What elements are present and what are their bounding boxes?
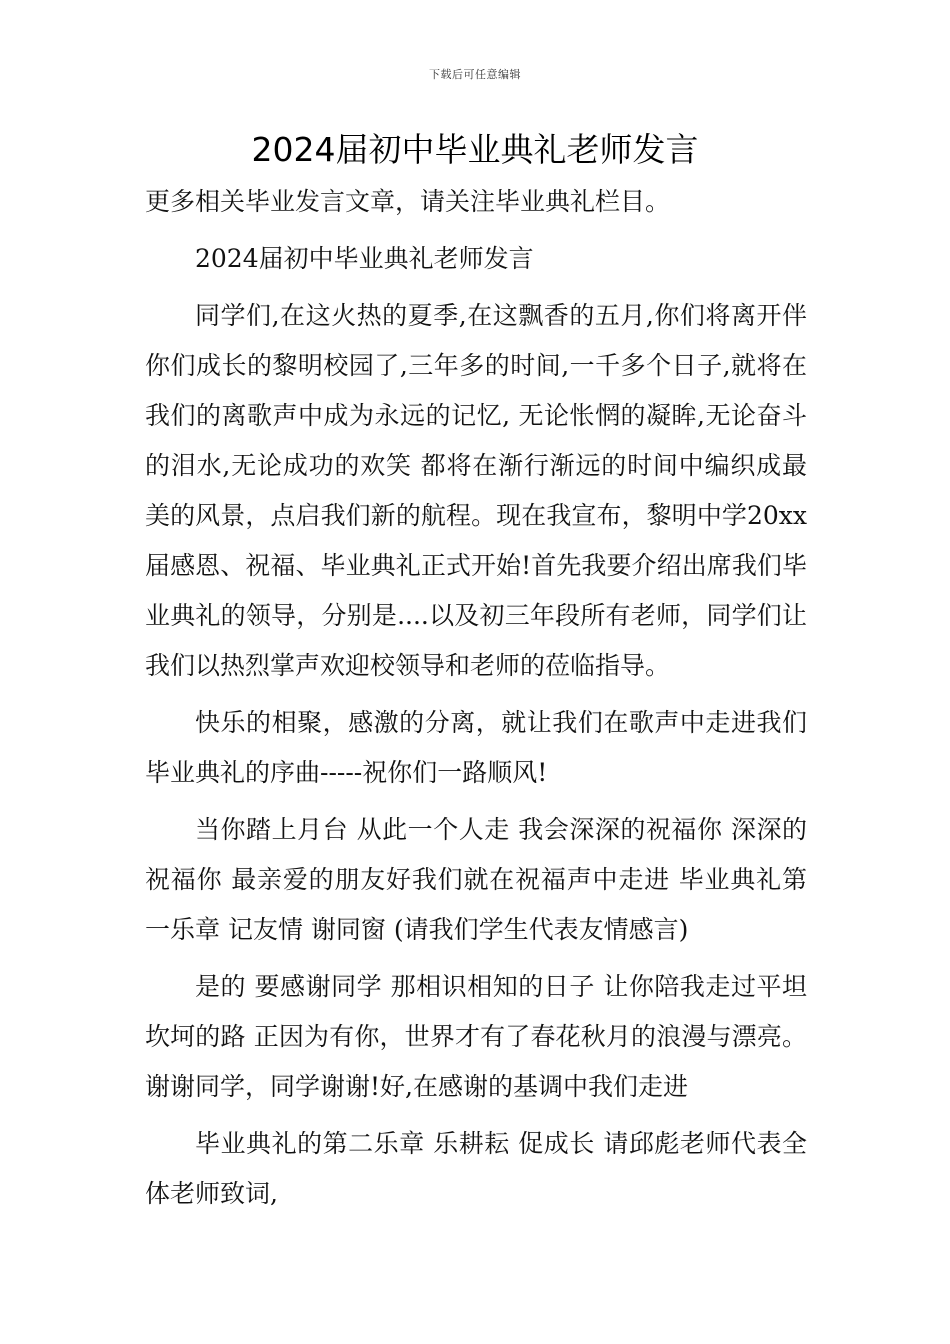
paragraph-subtitle: 2024届初中毕业典礼老师发言: [195, 244, 534, 273]
paragraph-intro: 更多相关毕业发言文章，请关注毕业典礼栏目。: [145, 187, 671, 216]
paragraph-chapter-two: 毕业典礼的第二乐章 乐耕耘 促成长 请邱彪老师代表全体老师致词,: [145, 1129, 807, 1208]
paragraph-thanks: 是的 要感谢同学 那相识相知的日子 让你陪我走过平坦坎坷的路 正因为有你，世界才有了春花秋月的浪漫与漂亮。谢谢同学，同学谢谢!好,在感谢的基调中我们走进: [145, 972, 807, 1101]
document-body: [145, 177, 807, 1226]
header-note: 下载后可任意编辑: [429, 68, 521, 81]
paragraph-prelude: 快乐的相聚，感激的分离，就让我们在歌声中走进我们毕业典礼的序曲-----祝你们一路顺风!: [145, 708, 807, 787]
paragraph-chapter-one: 当你踏上月台 从此一个人走 我会深深的祝福你 深深的祝福你 最亲爱的朋友好我们就在祝福声中走进 毕业典礼第一乐章 记友情 谢同窗 (请我们学生代表友情感言): [145, 815, 807, 944]
document-title: 2024届初中毕业典礼老师发言: [251, 130, 699, 169]
paragraph-opening: 同学们,在这火热的夏季,在这飘香的五月,你们将离开伴你们成长的黎明校园了,三年多的时间,一千多个日子,就将在我们的离歌声中成为永远的记忆, 无论怅惘的凝眸,无论奋斗的泪水,无论成功的欢笑 都将在渐行渐远的时间中编织成最美的风景，点启我们新的航程。现在我宣布，黎明中学20xx届感恩、祝福、毕业典礼正式开始!首先我要介绍出席我们毕业典礼的领导，分别是....以及初三年段所有老师，同学们让我们以热烈掌声欢迎校领导和老师的莅临指导。: [145, 301, 807, 680]
